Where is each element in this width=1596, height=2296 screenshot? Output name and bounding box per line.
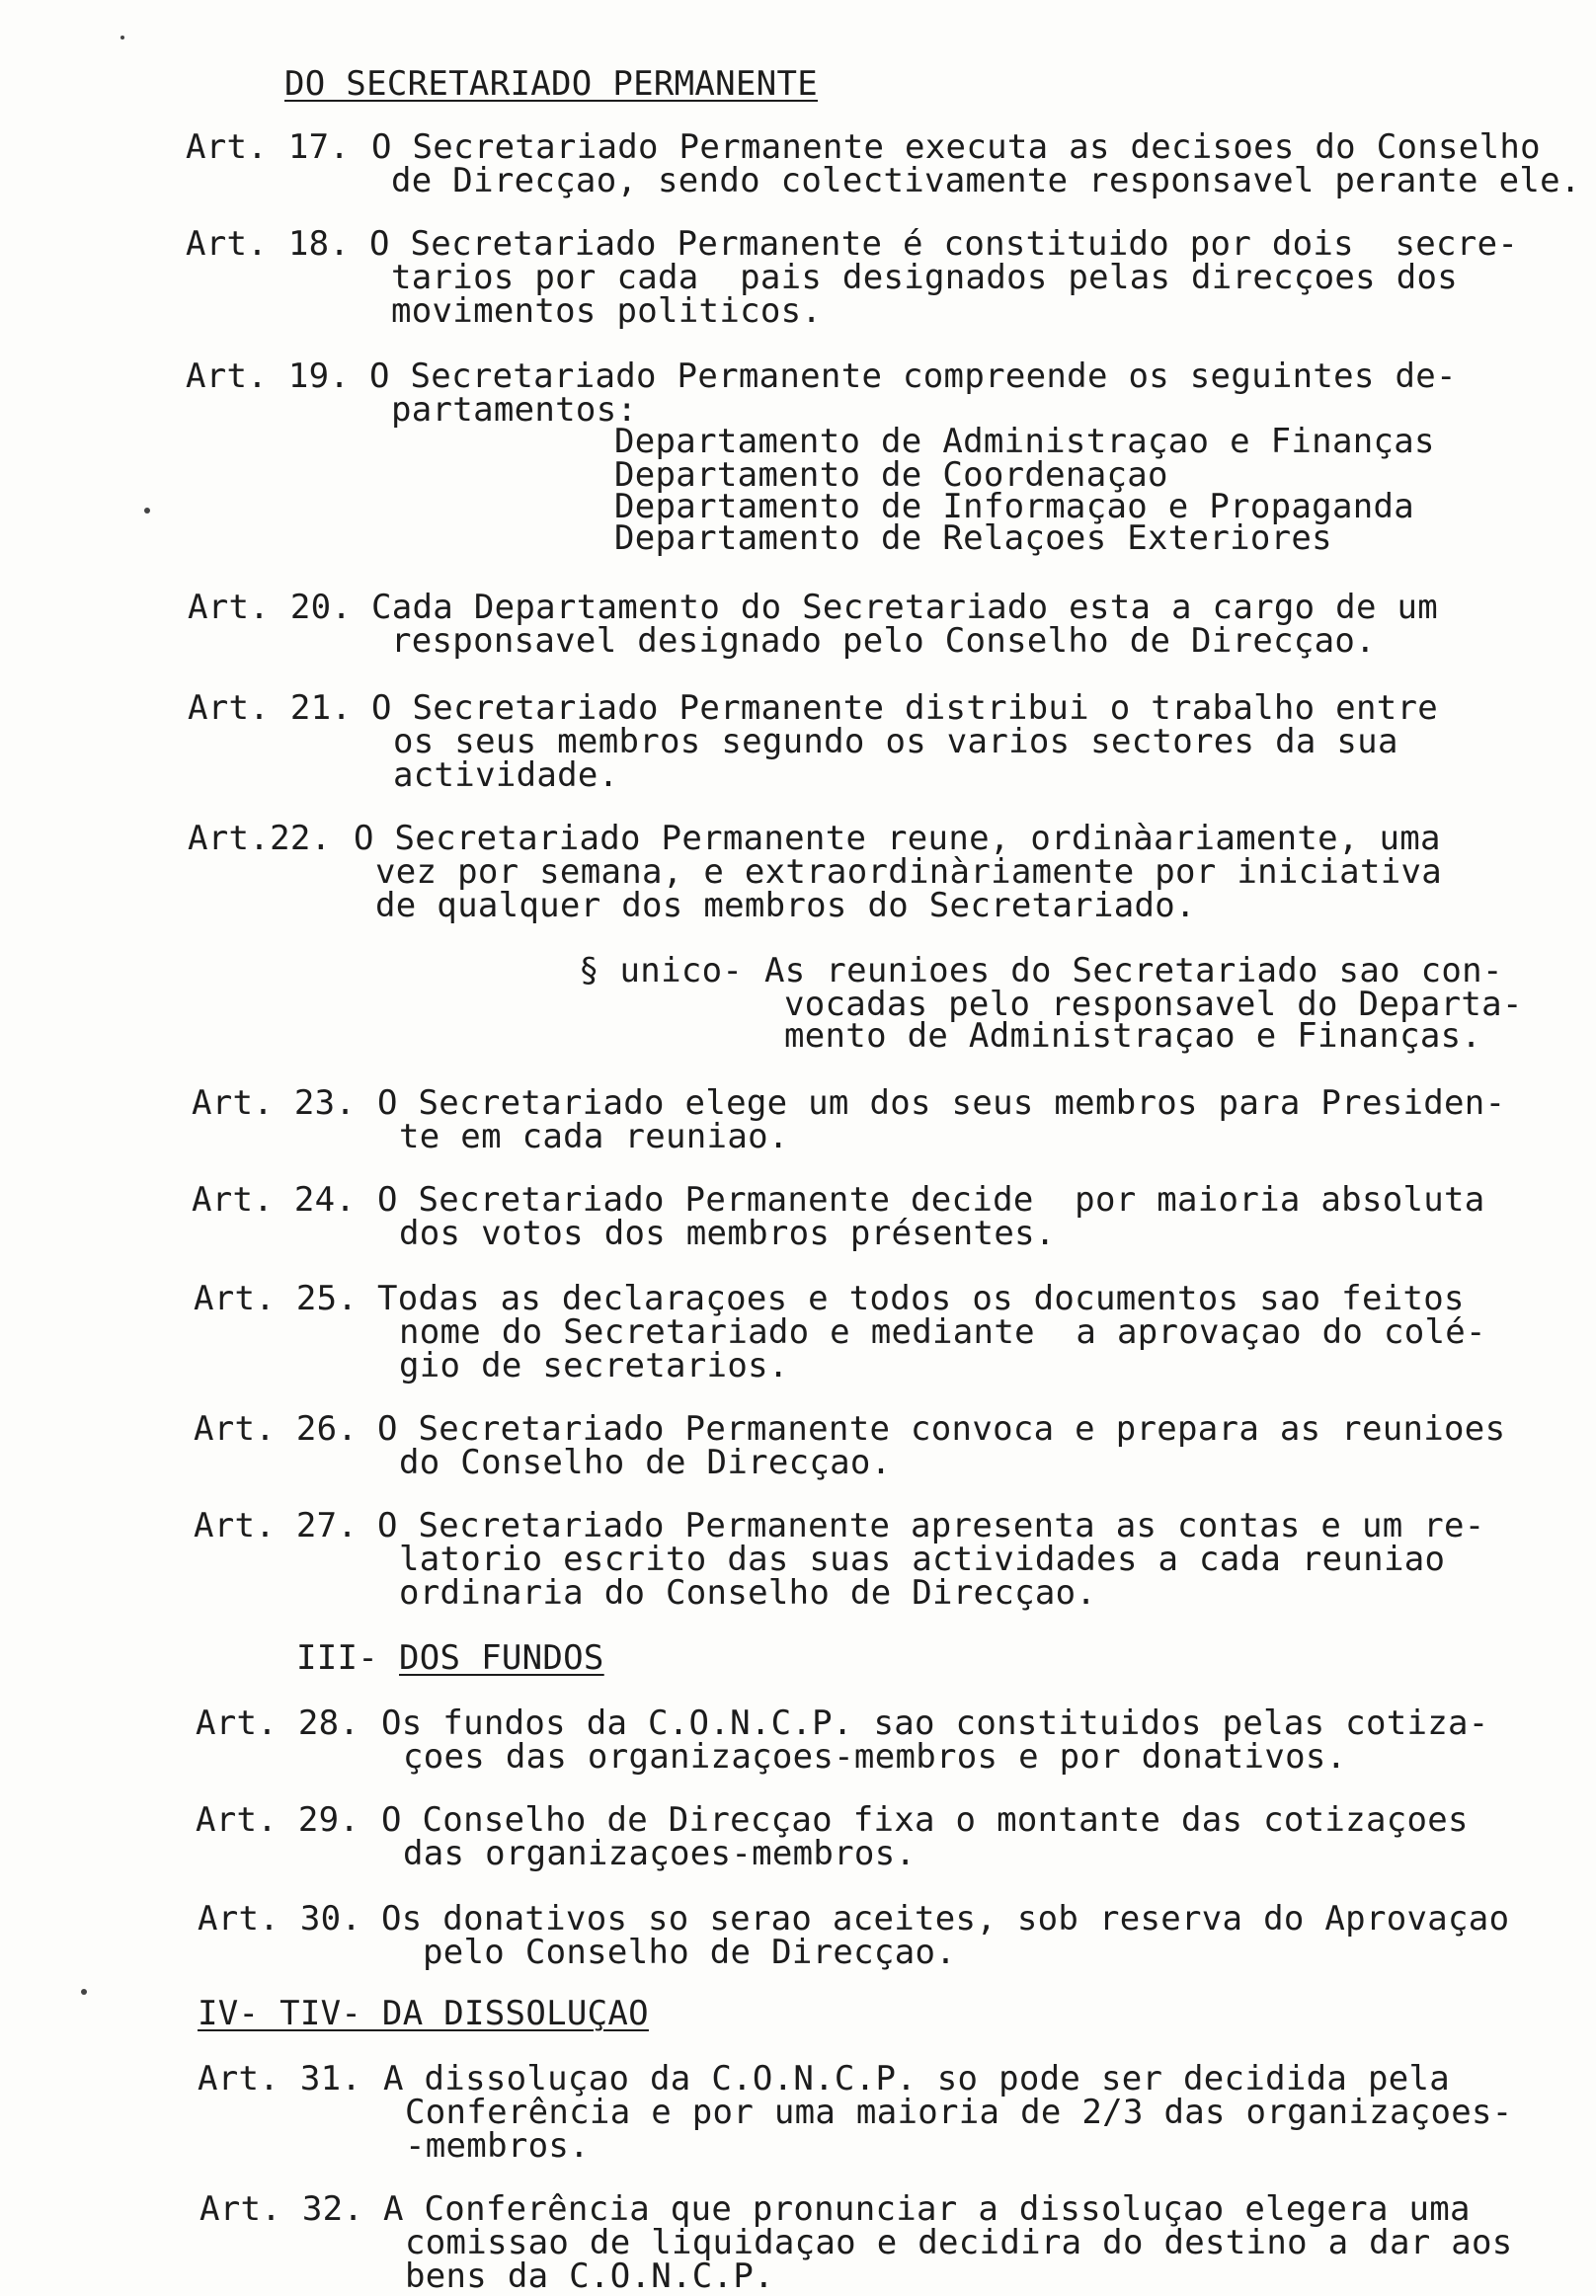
- article-text-line: Cada Departamento do Secretariado esta a cargo de um: [371, 588, 1439, 627]
- article-number: Art. 21.: [188, 688, 353, 728]
- article-number: Art. 30.: [198, 1899, 362, 1939]
- article-text-line: O Conselho de Direcçao fixa o montante das cotizaçoes: [381, 1800, 1469, 1840]
- article-text-line: O Secretariado Permanente apresenta as contas e um re-: [377, 1506, 1485, 1545]
- article-text-line: Conferência e por uma maioria de 2/3 das organizaçoes-: [405, 2093, 1513, 2132]
- article-text-line: pelo Conselho de Direcçao.: [423, 1933, 957, 1972]
- article-text-line: Os donativos so serao aceites, sob reserva do Aprovaçao: [381, 1899, 1510, 1939]
- article-text-line: A Conferência que pronunciar a dissoluçao elegera uma: [383, 2189, 1471, 2229]
- article-number: Art. 26.: [194, 1409, 359, 1449]
- article-text-line: movimentos politicos.: [391, 291, 823, 331]
- paragraph-text-line: mento de Administraçao e Finanças.: [784, 1016, 1482, 1056]
- article-text-line: O Secretariado Permanente decide por maioria absoluta: [377, 1180, 1485, 1220]
- article-text-line: O Secretariado Permanente reune, ordinàariamente, uma: [354, 819, 1441, 858]
- article-text-line: O Secretariado Permanente convoca e prepara as reunioes: [377, 1409, 1506, 1449]
- article-text-line: tarios por cada pais designados pelas direcçoes dos: [391, 258, 1459, 297]
- article-text-line: gio de secretarios.: [399, 1346, 789, 1386]
- article-text-line: vez por semana, e extraordinàriamente por iniciativa: [375, 852, 1443, 892]
- article-number: Art. 27.: [194, 1506, 359, 1545]
- article-number: Art. 32.: [200, 2189, 364, 2229]
- article-text-line: comissao de liquidaçao e decidira do destino a dar aos: [405, 2223, 1513, 2262]
- department-item: Departamento de Administraçao e Finanças: [614, 422, 1435, 461]
- article-text-line: O Secretariado Permanente é constituido por dois secre-: [369, 224, 1519, 264]
- article-text-line: latorio escrito das suas actividades a cada reuniao: [399, 1540, 1446, 1579]
- paragraph-text-line: vocadas pelo responsavel do Departa-: [784, 985, 1523, 1024]
- section-number: III-: [296, 1638, 399, 1678]
- scan-speck: [81, 1989, 87, 1995]
- article-text-line: Todas as declaraçoes e todos os documentos sao feitos: [377, 1279, 1465, 1318]
- article-text-line: de qualquer dos membros do Secretariado.: [375, 886, 1196, 925]
- article-number: Art. 23.: [192, 1083, 357, 1123]
- section-heading-secretariado: DO SECRETARIADO PERMANENTE: [284, 64, 819, 104]
- article-number: Art. 31.: [198, 2059, 362, 2098]
- article-text-line: çoes das organizaçoes-membros e por donativos.: [403, 1737, 1347, 1777]
- paragraph-text-line: As reunioes do Secretariado sao con-: [764, 951, 1503, 990]
- department-item: Departamento de Relaçoes Exteriores: [614, 518, 1332, 558]
- article-text-line: do Conselho de Direcçao.: [399, 1443, 892, 1482]
- article-number: Art. 24.: [192, 1180, 357, 1220]
- article-text-line: de Direcçao, sendo colectivamente responsavel perante ele.: [391, 161, 1581, 200]
- article-number: Art.22.: [188, 819, 332, 858]
- paragraph-label: § unico-: [579, 951, 744, 990]
- article-number: Art. 18.: [186, 224, 351, 264]
- article-number: Art. 29.: [196, 1800, 360, 1840]
- scan-speck: [144, 508, 150, 514]
- article-text-line: nome do Secretariado e mediante a aprovaçao do colé-: [399, 1312, 1486, 1352]
- article-text-line: os seus membros segundo os varios sectores da sua: [393, 722, 1398, 761]
- article-number: Art. 19.: [186, 356, 351, 396]
- article-text-line: partamentos:: [391, 390, 638, 430]
- department-item: Departamento de Informaçao e Propaganda: [614, 487, 1415, 526]
- department-item: Departamento de Coordenaçao: [614, 455, 1168, 495]
- article-text-line: A dissoluçao da C.O.N.C.P. so pode ser decidida pela: [383, 2059, 1451, 2098]
- article-text-line: -membros.: [405, 2126, 590, 2166]
- article-text-line: actividade.: [393, 755, 619, 795]
- section-heading-dissolucao: IV- TIV- DA DISSOLUÇAO: [198, 1994, 649, 2033]
- article-text-line: ordinaria do Conselho de Direcçao.: [399, 1573, 1097, 1613]
- article-number: Art. 25.: [194, 1279, 359, 1318]
- article-text-line: O Secretariado Permanente compreende os seguintes de-: [369, 356, 1457, 396]
- scan-speck: [120, 36, 124, 40]
- article-text-line: das organizaçoes-membros.: [403, 1834, 917, 1873]
- article-text-line: Os fundos da C.O.N.C.P. sao constituidos pelas cotiza-: [381, 1703, 1489, 1743]
- article-text-line: O Secretariado Permanente executa as decisoes do Conselho: [371, 127, 1541, 167]
- article-text-line: dos votos dos membros présentes.: [399, 1214, 1056, 1253]
- article-text-line: bens da C.O.N.C.P.: [405, 2256, 774, 2296]
- article-number: Art. 17.: [186, 127, 351, 167]
- article-number: Art. 28.: [196, 1703, 360, 1743]
- article-text-line: O Secretariado Permanente distribui o trabalho entre: [371, 688, 1439, 728]
- article-text-line: te em cada reuniao.: [399, 1117, 789, 1156]
- article-number: Art. 20.: [188, 588, 353, 627]
- article-text-line: O Secretariado elege um dos seus membros para Presiden-: [377, 1083, 1506, 1123]
- article-text-line: responsavel designado pelo Conselho de Direcçao.: [391, 621, 1376, 661]
- section-heading-fundos: DOS FUNDOS: [399, 1638, 604, 1678]
